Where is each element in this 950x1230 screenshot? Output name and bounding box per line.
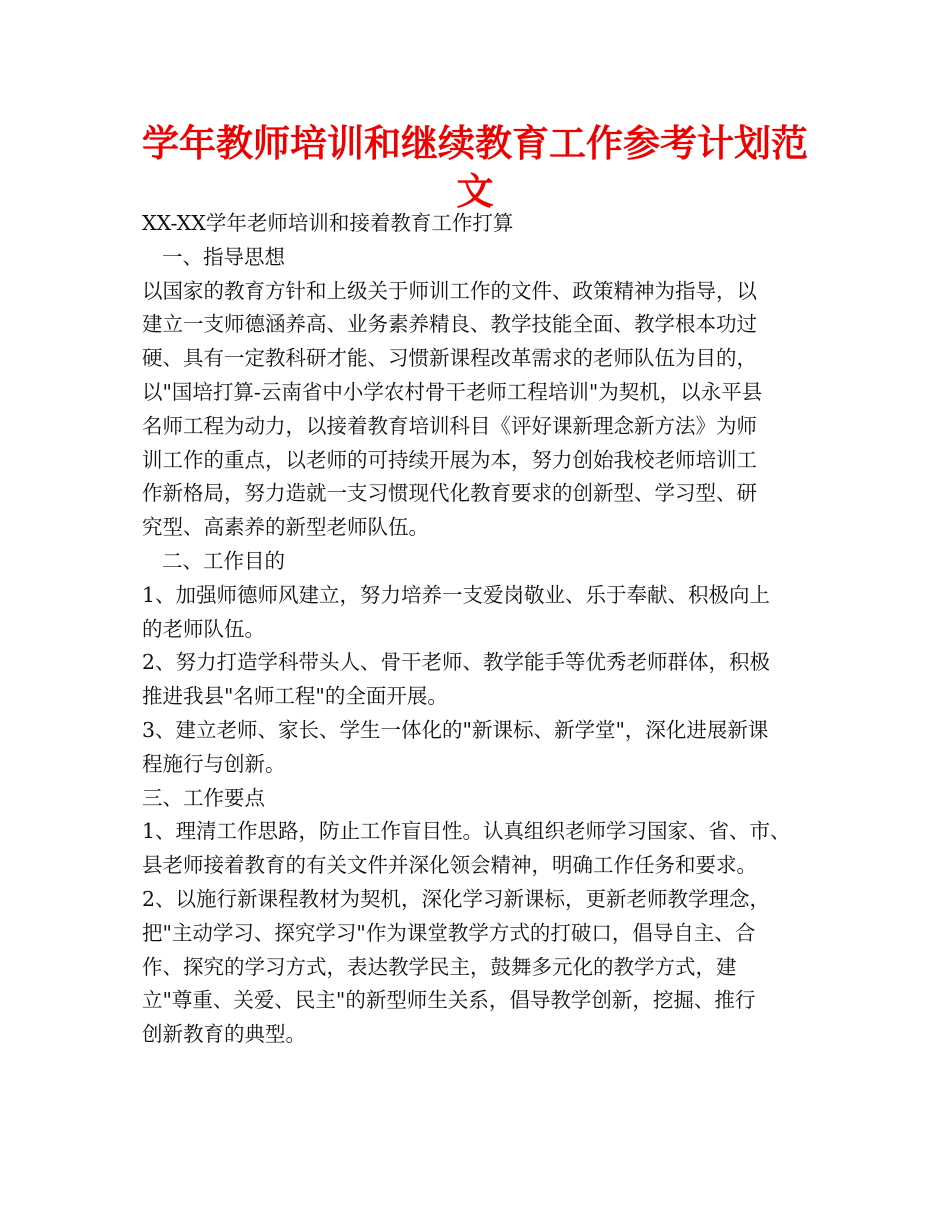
paragraph-line: 以"国培打算-云南省中小学农村骨干老师工程培训"为契机，以永平县: [142, 379, 763, 404]
section-heading: 一、指导思想: [162, 244, 285, 269]
paragraph-line: 究型、高素养的新型老师队伍。: [142, 515, 429, 540]
paragraph-line: 名师工程为动力，以接着教育培训科目《评好课新理念新方法》为师: [142, 413, 757, 438]
title-line-1: 学年教师培训和继续教育工作参考计划范: [142, 122, 808, 165]
paragraph-line: 作、探究的学习方式，表达教学民主，鼓舞多元化的教学方式，建: [142, 954, 737, 979]
section-heading: 二、工作目的: [162, 548, 285, 573]
paragraph-line: 立"尊重、关爱、民主"的新型师生关系，倡导教学创新，挖掘、推行: [142, 988, 756, 1013]
paragraph-line: 以国家的教育方针和上级关于师训工作的文件、政策精神为指导，以: [142, 278, 757, 303]
section-heading: 三、工作要点: [142, 785, 265, 810]
paragraph-line: 2、以施行新课程教材为契机，深化学习新课标，更新老师教学理念，: [142, 886, 771, 911]
paragraph-line: 县老师接着教育的有关文件并深化领会精神，明确工作任务和要求。: [142, 853, 757, 878]
paragraph-line: 1、理清工作思路，防止工作盲目性。认真组织老师学习国家、省、市、: [142, 819, 791, 844]
paragraph-line: 2、努力打造学科带头人、骨干老师、教学能手等优秀老师群体，积极: [142, 650, 771, 675]
title-line-2: 文: [456, 170, 494, 213]
paragraph-line: 训工作的重点，以老师的可持续开展为本，努力创始我校老师培训工: [142, 447, 757, 472]
paragraph-line: 程施行与创新。: [142, 751, 286, 776]
paragraph-line: 的老师队伍。: [142, 616, 265, 641]
paragraph-line: 推进我县"名师工程"的全面开展。: [142, 684, 448, 709]
paragraph-line: 建立一支师德涵养高、业务素养精良、教学技能全面、教学根本功过: [142, 312, 757, 337]
paragraph-line: 1、加强师德师风建立，努力培养一支爱岗敬业、乐于奉献、积极向上: [142, 582, 771, 607]
subtitle-line: XX-XX学年老师培训和接着教育工作打算: [142, 211, 514, 235]
paragraph-line: 作新格局，努力造就一支习惯现代化教育要求的创新型、学习型、研: [142, 481, 757, 506]
document-body: [142, 207, 832, 1052]
paragraph-line: 硬、具有一定教科研才能、习惯新课程改革需求的老师队伍为目的，: [142, 346, 757, 371]
paragraph-line: 创新教育的典型。: [142, 1022, 306, 1047]
paragraph-line: 把"主动学习、探究学习"作为课堂教学方式的打破口，倡导自主、合: [142, 920, 756, 945]
paragraph-line: 3、建立老师、家长、学生一体化的"新课标、新学堂"，深化进展新课: [142, 717, 769, 742]
document-title: [140, 120, 810, 216]
